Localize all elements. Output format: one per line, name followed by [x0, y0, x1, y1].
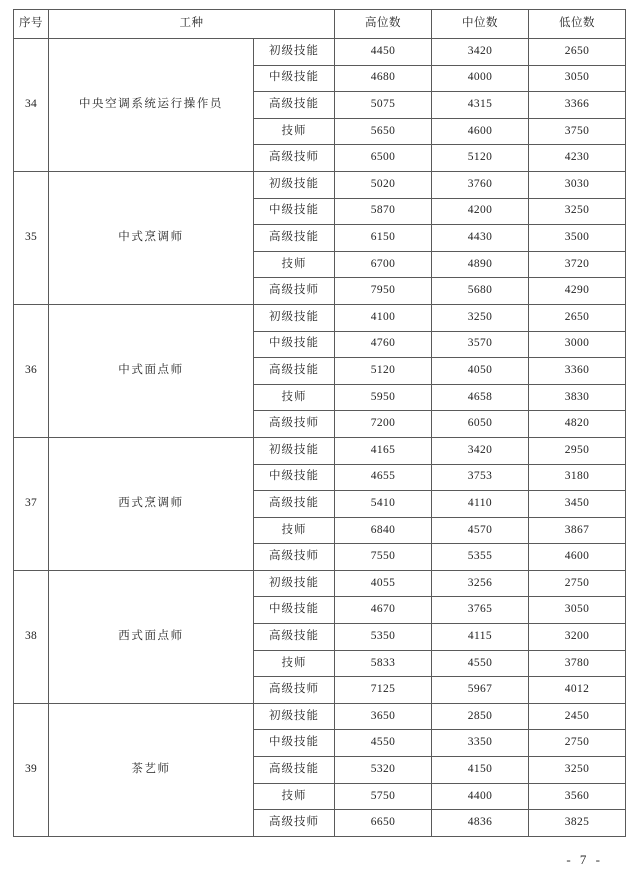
low-wage-cell: 3360 — [529, 358, 626, 385]
median-wage-cell: 2850 — [432, 703, 529, 730]
skill-level-cell: 高级技能 — [254, 92, 335, 119]
skill-level-cell: 初级技能 — [254, 703, 335, 730]
low-wage-cell: 2650 — [529, 39, 626, 66]
skill-level-cell: 高级技师 — [254, 677, 335, 704]
median-wage-cell: 3250 — [432, 304, 529, 331]
low-wage-cell: 2450 — [529, 703, 626, 730]
median-wage-cell: 3420 — [432, 437, 529, 464]
high-wage-cell: 5950 — [335, 384, 432, 411]
median-wage-cell: 3256 — [432, 570, 529, 597]
table-body — [14, 39, 626, 837]
median-wage-cell: 4658 — [432, 384, 529, 411]
skill-level-cell: 高级技能 — [254, 491, 335, 518]
high-wage-cell: 5750 — [335, 783, 432, 810]
low-wage-cell: 3867 — [529, 517, 626, 544]
column-header-median: 中位数 — [432, 10, 529, 39]
low-wage-cell: 2750 — [529, 730, 626, 757]
low-wage-cell: 4012 — [529, 677, 626, 704]
skill-level-cell: 初级技能 — [254, 171, 335, 198]
skill-level-cell: 技师 — [254, 517, 335, 544]
high-wage-cell: 7200 — [335, 411, 432, 438]
high-wage-cell: 5350 — [335, 624, 432, 651]
low-wage-cell: 3560 — [529, 783, 626, 810]
skill-level-cell: 高级技能 — [254, 757, 335, 784]
median-wage-cell: 3570 — [432, 331, 529, 358]
low-wage-cell: 2650 — [529, 304, 626, 331]
table-row — [14, 703, 626, 730]
median-wage-cell: 4315 — [432, 92, 529, 119]
median-wage-cell: 4600 — [432, 118, 529, 145]
table-row — [14, 39, 626, 66]
row-index-cell: 35 — [14, 171, 49, 304]
high-wage-cell: 5410 — [335, 491, 432, 518]
low-wage-cell: 3780 — [529, 650, 626, 677]
table-row — [14, 437, 626, 464]
high-wage-cell: 6700 — [335, 251, 432, 278]
low-wage-cell: 3200 — [529, 624, 626, 651]
high-wage-cell: 6650 — [335, 810, 432, 837]
row-index-cell: 39 — [14, 703, 49, 836]
skill-level-cell: 高级技能 — [254, 358, 335, 385]
high-wage-cell: 5075 — [335, 92, 432, 119]
low-wage-cell: 3825 — [529, 810, 626, 837]
low-wage-cell: 4820 — [529, 411, 626, 438]
median-wage-cell: 4836 — [432, 810, 529, 837]
median-wage-cell: 5120 — [432, 145, 529, 172]
table-row — [14, 570, 626, 597]
column-header-occupation: 工种 — [49, 10, 335, 39]
median-wage-cell: 4200 — [432, 198, 529, 225]
median-wage-cell: 6050 — [432, 411, 529, 438]
skill-level-cell: 技师 — [254, 118, 335, 145]
skill-level-cell: 技师 — [254, 650, 335, 677]
median-wage-cell: 4115 — [432, 624, 529, 651]
skill-level-cell: 中级技能 — [254, 730, 335, 757]
high-wage-cell: 4550 — [335, 730, 432, 757]
skill-level-cell: 高级技师 — [254, 810, 335, 837]
skill-level-cell: 中级技能 — [254, 65, 335, 92]
median-wage-cell: 3760 — [432, 171, 529, 198]
high-wage-cell: 5320 — [335, 757, 432, 784]
occupation-name-cell: 中式面点师 — [49, 304, 254, 437]
high-wage-cell: 7550 — [335, 544, 432, 571]
high-wage-cell: 4655 — [335, 464, 432, 491]
high-wage-cell: 7125 — [335, 677, 432, 704]
high-wage-cell: 5833 — [335, 650, 432, 677]
high-wage-cell: 4670 — [335, 597, 432, 624]
low-wage-cell: 3250 — [529, 757, 626, 784]
high-wage-cell: 4165 — [335, 437, 432, 464]
high-wage-cell: 5120 — [335, 358, 432, 385]
low-wage-cell: 3250 — [529, 198, 626, 225]
row-index-cell: 38 — [14, 570, 49, 703]
median-wage-cell: 4550 — [432, 650, 529, 677]
high-wage-cell: 4450 — [335, 39, 432, 66]
median-wage-cell: 4430 — [432, 225, 529, 252]
median-wage-cell: 3420 — [432, 39, 529, 66]
low-wage-cell: 3030 — [529, 171, 626, 198]
high-wage-cell: 4680 — [335, 65, 432, 92]
skill-level-cell: 中级技能 — [254, 464, 335, 491]
occupation-name-cell: 西式面点师 — [49, 570, 254, 703]
low-wage-cell: 3366 — [529, 92, 626, 119]
median-wage-cell: 4050 — [432, 358, 529, 385]
skill-level-cell: 技师 — [254, 384, 335, 411]
table-row — [14, 171, 626, 198]
column-header-high: 高位数 — [335, 10, 432, 39]
table-row — [14, 304, 626, 331]
column-header-no: 序号 — [14, 10, 49, 39]
median-wage-cell: 5355 — [432, 544, 529, 571]
low-wage-cell: 3050 — [529, 65, 626, 92]
row-index-cell: 37 — [14, 437, 49, 570]
low-wage-cell: 3000 — [529, 331, 626, 358]
skill-level-cell: 中级技能 — [254, 198, 335, 225]
row-index-cell: 36 — [14, 304, 49, 437]
low-wage-cell: 2950 — [529, 437, 626, 464]
high-wage-cell: 6150 — [335, 225, 432, 252]
low-wage-cell: 2750 — [529, 570, 626, 597]
median-wage-cell: 4890 — [432, 251, 529, 278]
skill-level-cell: 初级技能 — [254, 39, 335, 66]
median-wage-cell: 3753 — [432, 464, 529, 491]
high-wage-cell: 6500 — [335, 145, 432, 172]
low-wage-cell: 3830 — [529, 384, 626, 411]
low-wage-cell: 3720 — [529, 251, 626, 278]
table-header-row — [14, 10, 626, 39]
skill-level-cell: 初级技能 — [254, 437, 335, 464]
skill-level-cell: 高级技师 — [254, 544, 335, 571]
occupation-name-cell: 西式烹调师 — [49, 437, 254, 570]
skill-level-cell: 高级技能 — [254, 225, 335, 252]
low-wage-cell: 4290 — [529, 278, 626, 305]
column-header-low: 低位数 — [529, 10, 626, 39]
low-wage-cell: 3750 — [529, 118, 626, 145]
skill-level-cell: 高级技师 — [254, 411, 335, 438]
high-wage-cell: 3650 — [335, 703, 432, 730]
median-wage-cell: 4400 — [432, 783, 529, 810]
occupation-name-cell: 中央空调系统运行操作员 — [49, 39, 254, 172]
table-header — [14, 10, 626, 39]
low-wage-cell: 3500 — [529, 225, 626, 252]
skill-level-cell: 初级技能 — [254, 570, 335, 597]
occupation-name-cell: 中式烹调师 — [49, 171, 254, 304]
high-wage-cell: 5870 — [335, 198, 432, 225]
skill-level-cell: 高级技师 — [254, 278, 335, 305]
high-wage-cell: 5650 — [335, 118, 432, 145]
skill-level-cell: 高级技能 — [254, 624, 335, 651]
row-index-cell: 34 — [14, 39, 49, 172]
occupation-name-cell: 茶艺师 — [49, 703, 254, 836]
low-wage-cell: 3050 — [529, 597, 626, 624]
low-wage-cell: 4600 — [529, 544, 626, 571]
skill-level-cell: 技师 — [254, 783, 335, 810]
page-number-footer: - 7 - — [566, 852, 603, 867]
high-wage-cell: 4100 — [335, 304, 432, 331]
median-wage-cell: 4570 — [432, 517, 529, 544]
low-wage-cell: 3450 — [529, 491, 626, 518]
median-wage-cell: 5680 — [432, 278, 529, 305]
skill-level-cell: 初级技能 — [254, 304, 335, 331]
median-wage-cell: 4150 — [432, 757, 529, 784]
skill-level-cell: 技师 — [254, 251, 335, 278]
median-wage-cell: 3765 — [432, 597, 529, 624]
low-wage-cell: 4230 — [529, 145, 626, 172]
high-wage-cell: 4055 — [335, 570, 432, 597]
wage-guidance-table — [13, 9, 626, 837]
skill-level-cell: 中级技能 — [254, 597, 335, 624]
high-wage-cell: 5020 — [335, 171, 432, 198]
high-wage-cell: 6840 — [335, 517, 432, 544]
high-wage-cell: 4760 — [335, 331, 432, 358]
high-wage-cell: 7950 — [335, 278, 432, 305]
skill-level-cell: 高级技师 — [254, 145, 335, 172]
median-wage-cell: 5967 — [432, 677, 529, 704]
skill-level-cell: 中级技能 — [254, 331, 335, 358]
median-wage-cell: 4000 — [432, 65, 529, 92]
median-wage-cell: 3350 — [432, 730, 529, 757]
low-wage-cell: 3180 — [529, 464, 626, 491]
median-wage-cell: 4110 — [432, 491, 529, 518]
